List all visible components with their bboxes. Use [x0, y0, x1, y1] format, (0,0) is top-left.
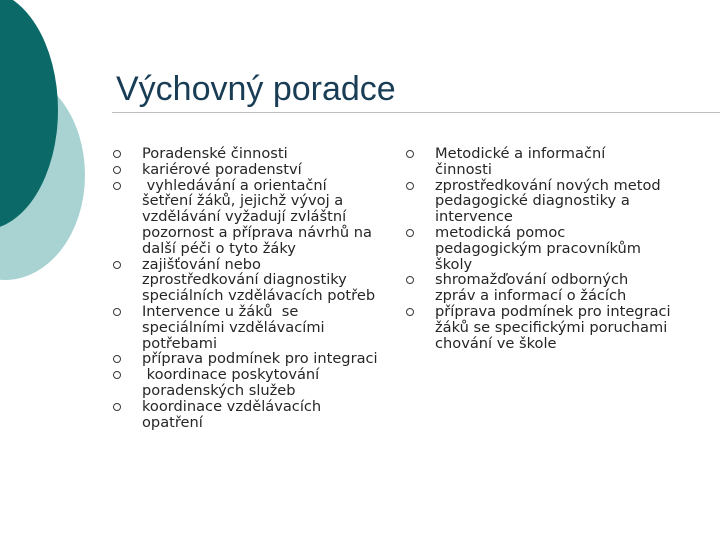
list-item-text: koordinace poskytování poradenských služeb [142, 366, 320, 399]
left-column-list [113, 146, 393, 430]
list-item-text: koordinace vzdělávacích opatření [142, 397, 322, 431]
list-item [113, 399, 393, 431]
circle-bullet-icon [406, 276, 414, 284]
circle-bullet-icon [113, 166, 121, 174]
right-column-list [406, 146, 696, 351]
list-item-text: Intervence u žáků se speciálními vzdělávacími potřebami [142, 302, 325, 352]
slide-title: Výchovný poradce [116, 70, 396, 108]
circle-bullet-icon [113, 371, 121, 379]
circle-bullet-icon [406, 182, 414, 190]
circle-bullet-icon [113, 403, 121, 411]
list-item-text: vyhledávání a orientační šetření žáků, jejichž vývoj a vzdělávání vyžadují zvláštní pozornost a příprava návrhů na další péči o tyto žáky [142, 176, 372, 257]
circle-bullet-icon [406, 308, 414, 316]
list-item-text: Metodické a informační činnosti [435, 145, 606, 178]
list-item [113, 162, 393, 178]
circle-bullet-icon [406, 229, 414, 237]
list-item-text: kariérové poradenství [142, 160, 302, 178]
list-item-text: zprostředkování nových metod pedagogické diagnostiky a intervence [435, 176, 661, 226]
list-item [113, 178, 393, 257]
circle-bullet-icon [113, 308, 121, 316]
list-item [113, 257, 393, 304]
list-item [406, 304, 696, 351]
list-item [406, 272, 696, 304]
list-item-text: zajišťování nebo zprostředkování diagnostiky speciálních vzdělávacích potřeb [142, 255, 376, 305]
circle-bullet-icon [113, 182, 121, 190]
list-item [113, 351, 393, 367]
list-item [113, 146, 393, 162]
list-item-text: Poradenské činnosti [142, 145, 288, 162]
list-item [406, 178, 696, 225]
circle-bullet-icon [113, 355, 121, 363]
list-item-text: příprava podmínek pro integraci [142, 350, 378, 368]
list-item-text: příprava podmínek pro integraci žáků se specifickými poruchami chování ve škole [435, 302, 671, 352]
list-item-text: metodická pomoc pedagogickým pracovníkům školy [435, 223, 641, 273]
list-item-text: shromažďování odborných zpráv a informací o žácích [435, 271, 629, 305]
list-item [406, 225, 696, 272]
list-item [406, 146, 696, 178]
list-item [113, 367, 393, 399]
circle-bullet-icon [406, 150, 414, 158]
circle-bullet-icon [113, 261, 121, 269]
circle-bullet-icon [113, 150, 121, 158]
list-item [113, 304, 393, 351]
title-divider [112, 112, 720, 113]
